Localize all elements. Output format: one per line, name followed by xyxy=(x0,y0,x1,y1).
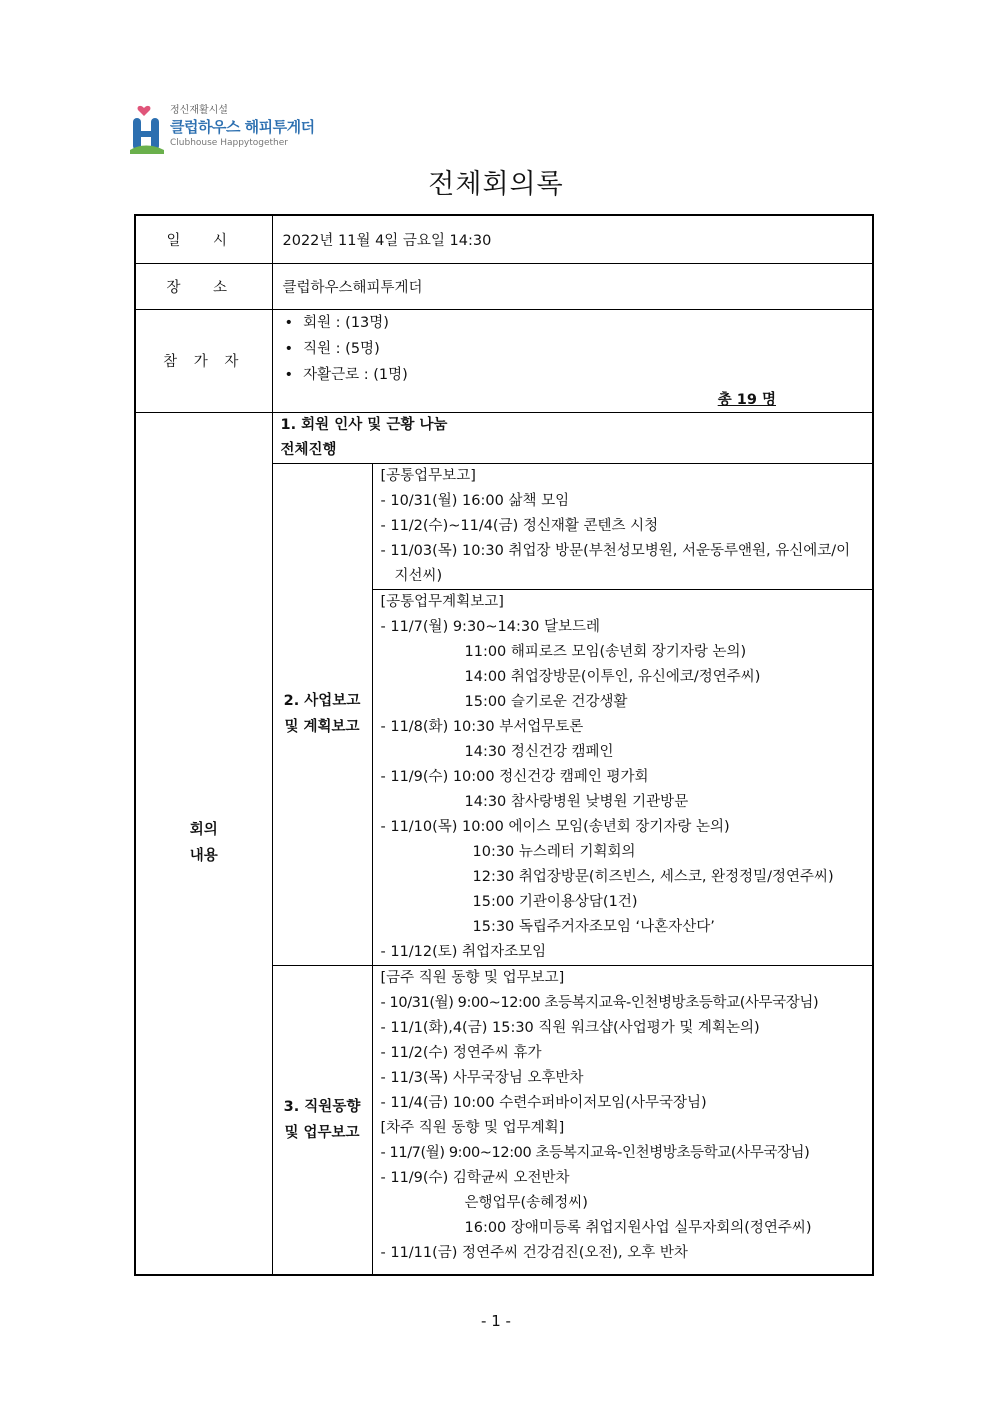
section2-label: 2. 사업보고 및 계획보고 xyxy=(272,463,372,965)
minutes-table xyxy=(134,214,874,1276)
attendee-members: • 회원 : (13명) xyxy=(285,310,873,336)
meeting-content-label: 회의 내용 xyxy=(135,412,272,1275)
attendees-value xyxy=(272,309,873,412)
attendee-staff: • 직원 : (5명) xyxy=(285,336,873,362)
place-value: 클럽하우스해피투게더 xyxy=(272,263,873,309)
attendees-row xyxy=(135,309,873,412)
common-work-plan: [공통업무계획보고] - 11/7(월) 9:30~14:30 달보드레 11:00 해피로즈 모임(송년회 장기자랑 논의) 14:00 취업장방문(이투인, 유신에코/정연주씨) 15:00 슬기로운 건강생활 - 11/8(화) 10:30 부서업무토론 14:30 정신건강 캠페인 - 11/9(수) 10:00 정신건강 캠페인 평가회 14:30 참사랑병원 낮병원 기관방문 - 11/10(목) 10:00 에이스 모임(송년회 장기자랑 논의) 10:30 뉴스레터 기획회의 12:30 취업장방문(히즈빈스, 세스코, 완정정밀/정연주씨) 15:00 기관이용상담(1건) 15:30 독립주거자조모임 ‘나혼자산다’ - 11/12(토) 취업자조모임 xyxy=(372,589,873,965)
datetime-label: 일 시 xyxy=(135,215,272,263)
organization-logo xyxy=(130,104,330,156)
datetime-row xyxy=(135,215,873,263)
page-number: - 1 - xyxy=(481,1312,511,1330)
logo-english: Clubhouse Happytogether xyxy=(170,138,288,148)
place-row xyxy=(135,263,873,309)
common-work-report: [공통업무보고] - 10/31(월) 16:00 삶책 모임 - 11/2(수)~11/4(금) 정신재활 콘텐츠 시청 - 11/03(목) 10:30 취업장 방문(부천성모병원, 서운동루앤원, 유신에코/이지선씨) xyxy=(372,463,873,589)
logo-subtitle: 정신재활시설 xyxy=(170,105,228,116)
staff-trends: [금주 직원 동향 및 업무보고] - 10/31(월) 9:00~12:00 초등복지교육-인천병방초등학교(사무국장님) - 11/1(화),4(금) 15:30 직원 워크샵(사업평가 및 계획논의) - 11/2(수) 정연주씨 휴가 - 11/3(목) 사무국장님 오후반차 - 11/4(금) 10:00 수련수퍼바이저모임(사무국장님) [차주 직원 동향 및 업무계획] - 11/7(월) 9:00~12:00 초등복지교육-인천병방초등학교(사무국장님) - 11/9(수) 김학균씨 오전반차 은행업무(송혜정씨) 16:00 장애미등록 취업지원사업 실무자회의(정연주씨) - 11/11(금) 정연주씨 건강검진(오전), 오후 반차 xyxy=(372,965,873,1275)
attendee-selfsupport: • 자활근로 : (1명) xyxy=(285,362,873,388)
section3-label: 3. 직원동향 및 업무보고 xyxy=(272,965,372,1275)
logo-name: 클럽하우스 해피투게더 xyxy=(170,118,315,136)
place-label: 장 소 xyxy=(135,263,272,309)
section1-title: 1. 회원 인사 및 근황 나눔 전체진행 xyxy=(272,412,873,463)
datetime-value: 2022년 11월 4일 금요일 14:30 xyxy=(272,215,873,263)
attendees-total: 총 19 명 xyxy=(717,391,776,408)
logo-h-icon xyxy=(130,104,166,156)
attendees-label: 참 가 자 xyxy=(135,309,272,412)
document-title: 전체회의록 xyxy=(428,169,564,200)
section1-row xyxy=(135,412,873,463)
